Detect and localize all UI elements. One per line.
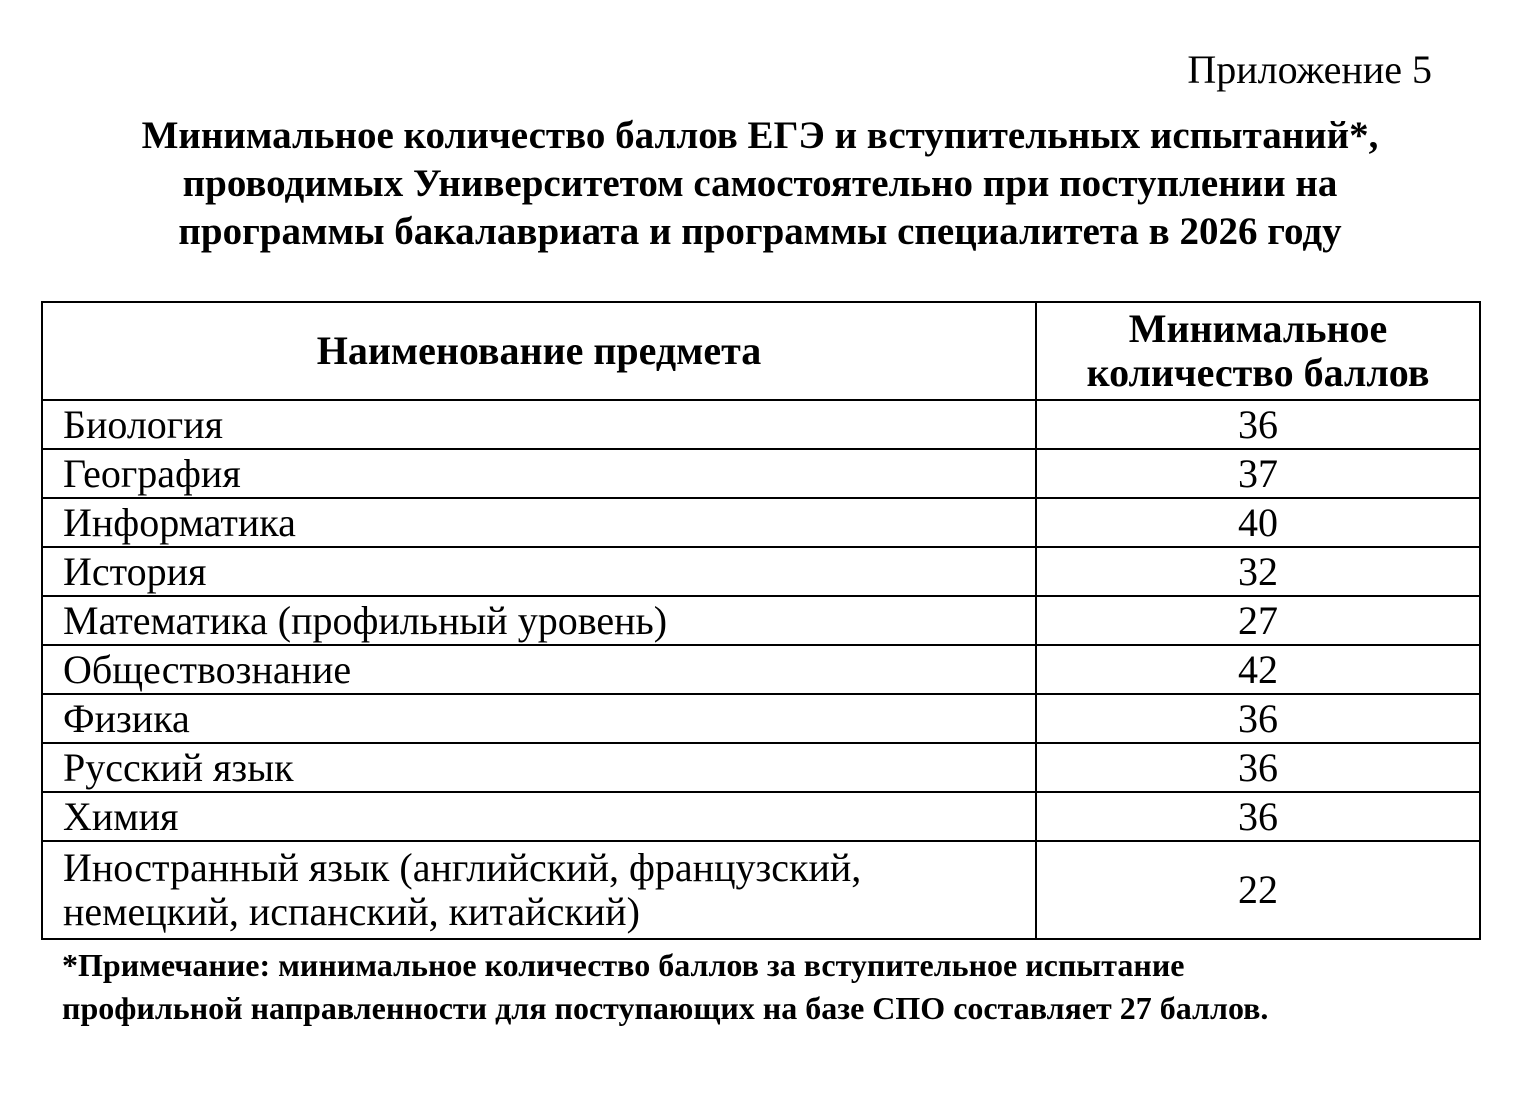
subject-cell: Биология [42, 400, 1036, 449]
header-subject: Наименование предмета [42, 302, 1036, 400]
title-line-1: Минимальное количество баллов ЕГЭ и вступительных испытаний*, [141, 114, 1379, 157]
table-header-row [42, 302, 1480, 400]
table-row [42, 694, 1480, 743]
score-cell: 40 [1036, 498, 1480, 547]
subject-cell [42, 841, 1036, 939]
header-min-score [1036, 302, 1480, 400]
table-row [42, 498, 1480, 547]
subject-cell: География [42, 449, 1036, 498]
score-cell: 36 [1036, 792, 1480, 841]
subject-cell: Физика [42, 694, 1036, 743]
min-scores-table [41, 301, 1481, 940]
title-line-3: программы бакалавриата и программы специалитета в 2026 году [178, 210, 1342, 253]
footnote [62, 944, 1462, 1030]
score-cell: 22 [1036, 841, 1480, 939]
subject-line-1: Иностранный язык (английский, французский, [63, 845, 862, 890]
table-row [42, 743, 1480, 792]
subject-cell: Русский язык [42, 743, 1036, 792]
header-min-score-line-2: количество баллов [1086, 350, 1430, 395]
score-cell: 32 [1036, 547, 1480, 596]
score-cell: 37 [1036, 449, 1480, 498]
table-row [42, 400, 1480, 449]
score-cell: 27 [1036, 596, 1480, 645]
subject-cell: Математика (профильный уровень) [42, 596, 1036, 645]
score-cell: 42 [1036, 645, 1480, 694]
title-line-2: проводимых Университетом самостоятельно при поступлении на [182, 162, 1338, 205]
table-row [42, 841, 1480, 939]
footnote-line-2: профильной направленности для поступающих на базе СПО составляет 27 баллов. [62, 990, 1269, 1026]
document-title [60, 112, 1460, 256]
subject-cell: Информатика [42, 498, 1036, 547]
subject-line-2: немецкий, испанский, китайский) [63, 889, 640, 934]
table-row [42, 596, 1480, 645]
subject-cell: История [42, 547, 1036, 596]
header-min-score-line-1: Минимальное [1128, 306, 1388, 351]
subject-cell: Химия [42, 792, 1036, 841]
score-cell: 36 [1036, 743, 1480, 792]
score-cell: 36 [1036, 694, 1480, 743]
subject-cell: Обществознание [42, 645, 1036, 694]
table-row [42, 792, 1480, 841]
table-row [42, 449, 1480, 498]
appendix-label: Приложение 5 [1187, 47, 1432, 92]
score-cell: 36 [1036, 400, 1480, 449]
table-row [42, 547, 1480, 596]
table-row [42, 645, 1480, 694]
footnote-line-1: *Примечание: минимальное количество баллов за вступительное испытание [62, 947, 1185, 983]
